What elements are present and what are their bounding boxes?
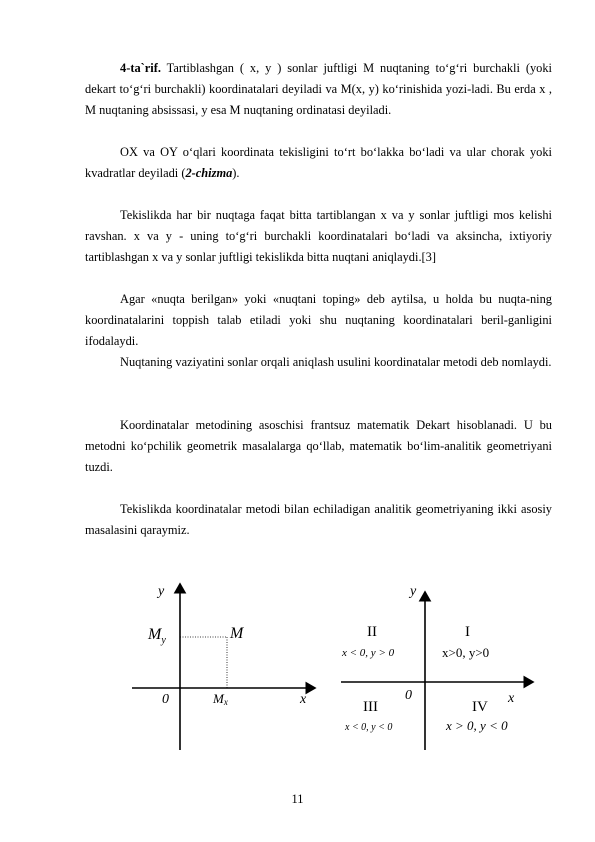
origin-label: 0 xyxy=(405,688,412,703)
y-axis-label: y xyxy=(410,584,417,599)
descartes-paragraph: Koordinatalar metodining asoschisi frantsuz matematik Dekart hisoblanadi. U bu metodni ko‘pchilik geometrik masalalarga qo‘llab, matematik bo‘lim-analitik geometriyani tuzdi. xyxy=(85,418,552,474)
quadrant-4-label: IV xyxy=(472,699,488,715)
figure-reference: 2-chizma xyxy=(185,166,233,180)
coordinate-method-paragraph: Nuqtaning vaziyatini sonlar orqali aniqlash usulini koordinatalar metodi deb nomlaydi. xyxy=(120,355,552,369)
given-point-paragraph: Agar «nuqta berilgan» yoki «nuqtani toping» deb aytilsa, u holda bu nuqta-ning koordinatalarini toppish talab etiladi yoki shu nuqtaning koordinatalari beril-ganligini ifodalaydi. xyxy=(85,292,552,348)
quadrants-paragraph xyxy=(85,142,552,184)
quadrants-text-end: ). xyxy=(232,166,240,180)
two-problems-paragraph: Tekislikda koordinatalar metodi bilan echiladigan analitik geometriyaning ikki asosiy masalasini qaraymiz. xyxy=(85,502,552,537)
point-my-label: $M_y$ xyxy=(148,626,166,646)
y-axis-label: y xyxy=(158,584,165,599)
page-number: 11 xyxy=(291,792,304,806)
quadrants-figure xyxy=(335,578,545,756)
quadrant-3-label: III xyxy=(363,699,378,715)
quadrant-1-label: I xyxy=(465,624,470,640)
quadrant-2-label: II xyxy=(367,624,377,640)
quadrants-text: OX va OY o‘qlari koordinata tekisligini to‘rt bo‘lakka bo‘ladi va ular chorak yoki kvadratlar deyiladi ( xyxy=(85,145,552,180)
definition-text: Tartiblashgan ( x, y ) sonlar juftligi M nuqtaning to‘g‘ri burchakli (yoki dekart to‘g‘ri burchakli) koordinatalari deyiladi va M(x, y) ko‘rinishida yozi-ladi. Bu erda x , M nuqtaning absissasi, y esa M nuqtaning ordinatasi deyiladi. xyxy=(85,61,552,117)
point-m-label: M xyxy=(230,625,244,642)
quadrant-4-condition: x > 0, y < 0 xyxy=(446,718,508,733)
definition-paragraph xyxy=(85,58,552,121)
x-axis-label: x xyxy=(508,691,515,706)
point-mx-label: Mx xyxy=(213,691,228,707)
quadrant-2-condition: x < 0, y > 0 xyxy=(342,647,395,659)
quadrant-3-condition: x < 0, y < 0 xyxy=(345,722,393,733)
origin-label: 0 xyxy=(162,692,169,707)
x-axis-label: x xyxy=(300,692,307,707)
quadrant-1-condition: x>0, y>0 xyxy=(442,645,490,660)
definition-label: 4-ta`rif. xyxy=(120,61,161,75)
ordered-pair-paragraph: Tekislikda har bir nuqtaga faqat bitta tartiblangan x va y sonlar juftligi mos kelishi ravshan. x va y - uning to‘g‘ri burchakli koordinatalari bo‘ladi va aksincha, ixtiyoriy tartiblashgan x va y sonlar juftligi tekislikda bitta nuqtani aniqlaydi.[3] xyxy=(85,208,552,264)
point-coordinates-figure xyxy=(120,578,320,753)
